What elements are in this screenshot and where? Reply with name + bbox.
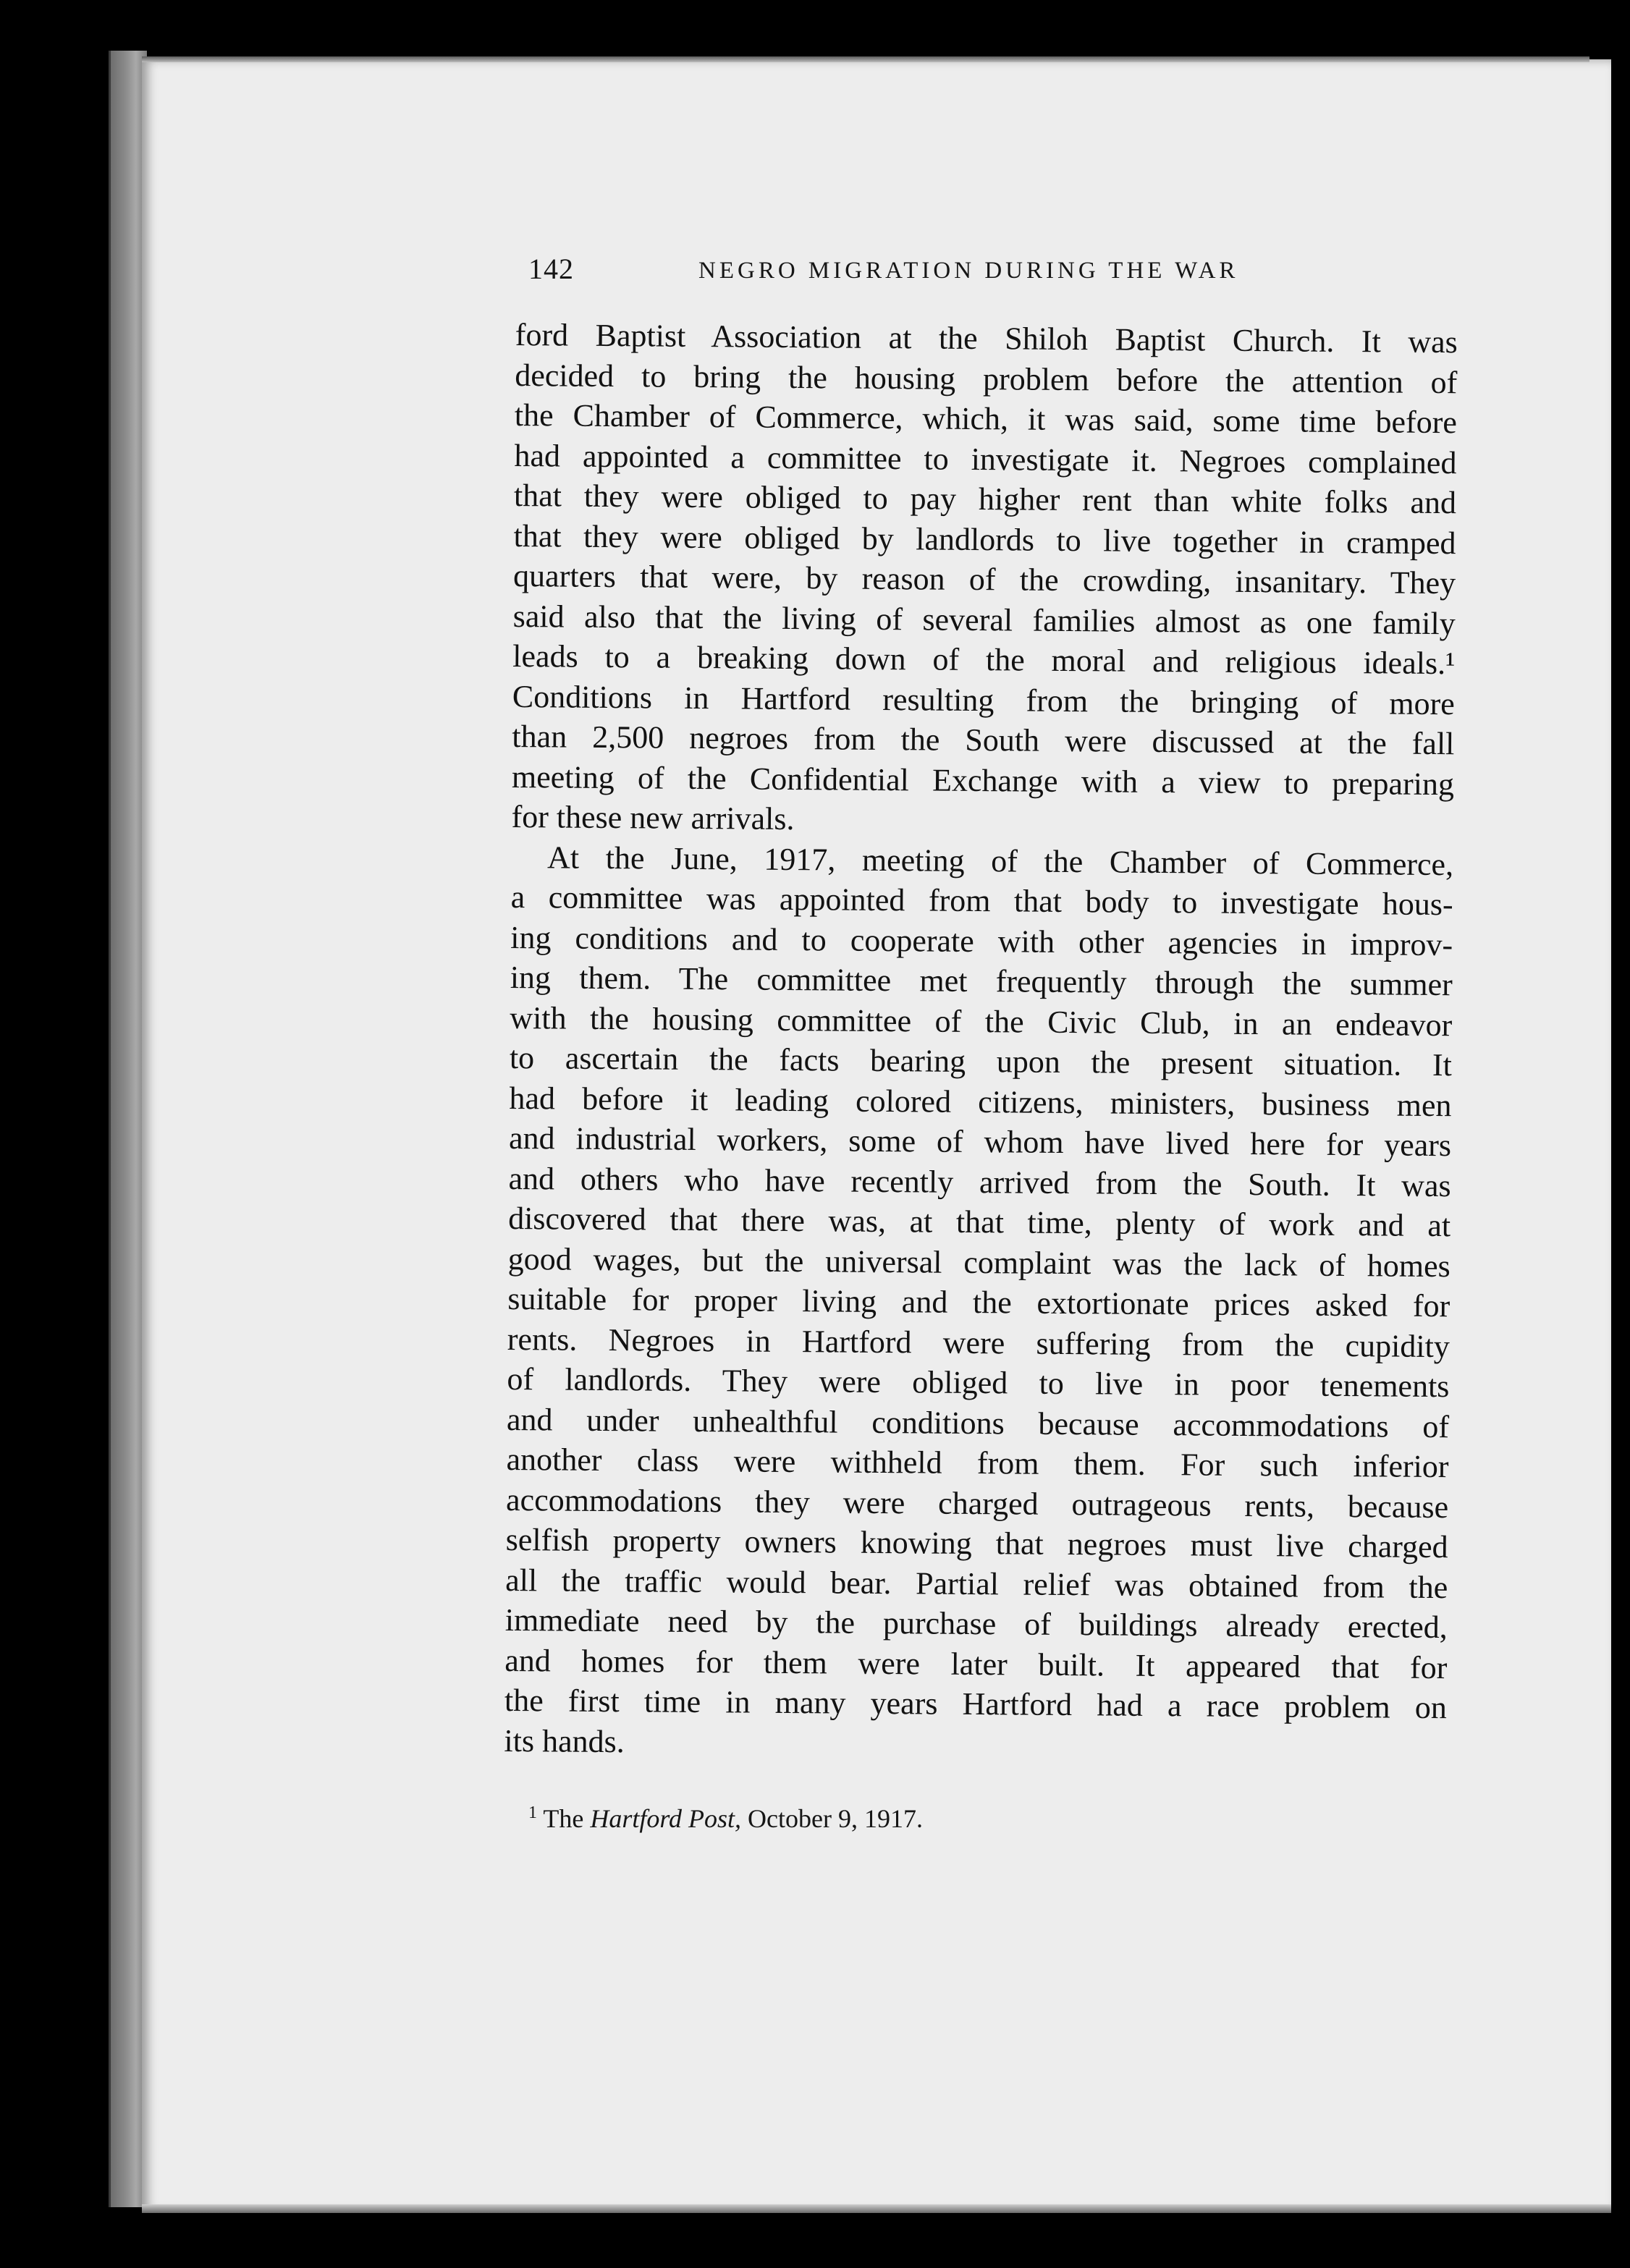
text-line: good wages, but the universal complaint was the lack of homes: [507, 1240, 1450, 1284]
text-line: rents. Negroes in Hartford were suffering from the cupidity: [507, 1321, 1450, 1364]
text-line: suitable for proper living and the extortionate prices asked for: [507, 1280, 1450, 1324]
text-line: a committee was appointed from that body to investigate hous-: [510, 879, 1453, 923]
text-line: immediate need by the purchase of buildings already erected,: [504, 1601, 1448, 1646]
page-bottom-edge: [142, 2204, 1611, 2213]
text-line: said also that the living of several families almost as one family: [512, 598, 1456, 641]
text-line: and under unhealthful conditions because accommodations of: [506, 1401, 1450, 1444]
text-line: that they were obliged by landlords to live together in cramped: [513, 517, 1456, 561]
footnote-prefix: The: [543, 1804, 584, 1833]
text-line: the Chamber of Commerce, which, it was said, some time before: [514, 397, 1458, 441]
text-line: selfish property owners knowing that negroes must live charged: [505, 1521, 1448, 1565]
text-line: for these new arrivals.: [511, 798, 795, 837]
footnote-marker: 1: [528, 1803, 537, 1822]
text-line: At the June, 1917, meeting of the Chamber of Commerce,: [546, 839, 1454, 882]
text-line: meeting of the Confidential Exchange with a view to preparing: [511, 758, 1455, 802]
text-line: leads to a breaking down of the moral and religious ideals.¹: [512, 638, 1456, 682]
running-head: [528, 252, 1484, 295]
footnote-source: Hartford Post,: [590, 1804, 742, 1833]
text-line: decided to bring the housing problem before the attention of: [515, 357, 1458, 400]
text-line: and others who have recently arrived from the South. It was: [508, 1160, 1451, 1203]
text-line: that they were obliged to pay higher rent than white folks and: [513, 477, 1457, 521]
text-line: ford Baptist Association at the Shiloh Baptist Church. It was: [515, 316, 1458, 360]
text-line: of landlords. They were obliged to live in poor tenements: [507, 1361, 1450, 1405]
text-line: the first time in many years Hartford had a race problem on: [504, 1682, 1448, 1726]
text-line: had before it leading colored citizens, ministers, business men: [509, 1080, 1452, 1123]
text-line: and industrial workers, some of whom have lived here for years: [508, 1120, 1452, 1164]
text-line: ing conditions and to cooperate with other agencies in improv-: [510, 919, 1453, 962]
body-text: [504, 315, 1458, 1768]
text-line: discovered that there was, at that time, plenty of work and at: [508, 1200, 1451, 1244]
footnote-date: October 9, 1917.: [748, 1804, 923, 1833]
page-number: 142: [528, 253, 574, 285]
text-line: with the housing committee of the Civic Club, in an endeavor: [510, 999, 1453, 1043]
text-line: to ascertain the facts bearing upon the present situation. It: [509, 1039, 1453, 1083]
text-line: all the traffic would bear. Partial relief was obtained from the: [505, 1562, 1448, 1605]
text-line: than 2,500 negroes from the South were discussed at the fall: [512, 718, 1455, 762]
text-line: ing them. The committee met frequently through the summer: [510, 959, 1453, 1003]
text-line: Conditions in Hartford resulting from the bringing of more: [512, 678, 1456, 722]
text-line: had appointed a committee to investigate it. Negroes complained: [514, 437, 1457, 481]
text-line: its hands.: [504, 1722, 625, 1759]
running-title: NEGRO MIGRATION DURING THE WAR: [698, 258, 1239, 284]
text-line: and homes for them were later built. It appeared that for: [504, 1642, 1448, 1685]
text-line: quarters that were, by reason of the crowding, insanitary. They: [512, 557, 1456, 601]
page-top-edge: [142, 56, 1589, 62]
text-line: another class were withheld from them. For such inferior: [506, 1441, 1449, 1485]
footnote: [528, 1803, 923, 1834]
text-line: accommodations they were charged outrageous rents, because: [505, 1481, 1449, 1525]
